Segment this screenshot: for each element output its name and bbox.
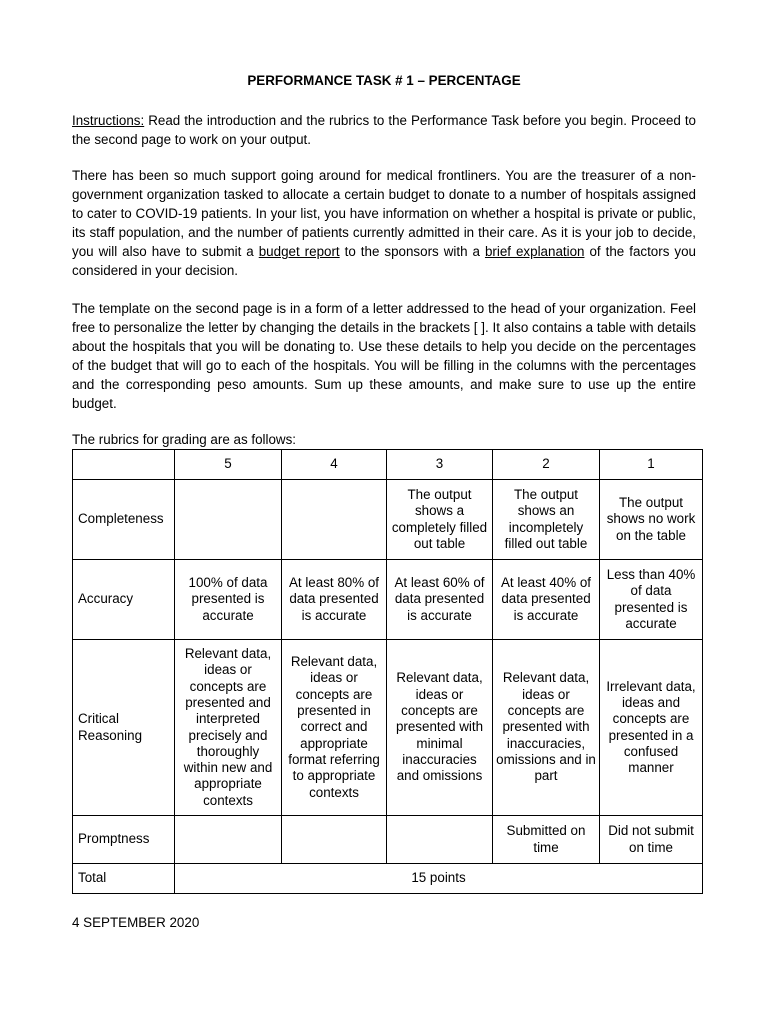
criterion-label: Completeness: [73, 480, 175, 560]
score-header: 2: [493, 450, 600, 480]
rubric-cell: Relevant data, ideas or concepts are presented and interpreted precisely and thoroughly within new and appropriate contexts: [175, 640, 282, 816]
brief-explanation-term: brief explanation: [484, 244, 585, 259]
rubric-cell: Relevant data, ideas or concepts are presented with minimal inaccuracies and omissions: [387, 640, 493, 816]
rubric-cell: At least 60% of data presented is accurate: [387, 560, 493, 640]
rubric-row-accuracy: [73, 560, 703, 640]
intro-text-3: of the factors you considered in your decision.: [72, 244, 696, 278]
budget-report-term: budget report: [258, 244, 340, 259]
criterion-label: Promptness: [73, 816, 175, 864]
page-title: PERFORMANCE TASK # 1 – PERCENTAGE: [247, 73, 521, 88]
score-header: 3: [387, 450, 493, 480]
instructions-label: Instructions:: [72, 113, 145, 128]
criterion-label: Accuracy: [73, 560, 175, 640]
rubric-cell: [175, 816, 282, 864]
rubric-header-blank: [73, 450, 175, 480]
rubric-cell: The output shows a completely filled out table: [387, 480, 493, 560]
score-header: 1: [600, 450, 703, 480]
rubric-cell: Did not submit on time: [600, 816, 703, 864]
rubric-intro: The rubrics for grading are as follows:: [72, 432, 297, 447]
score-header: 5: [175, 450, 282, 480]
rubric-cell: Relevant data, ideas or concepts are presented in correct and appropriate format referring to appropriate contexts: [282, 640, 387, 816]
rubric-cell: At least 80% of data presented is accurate: [282, 560, 387, 640]
rubric-row-promptness: [73, 816, 703, 864]
rubric-cell: Irrelevant data, ideas and concepts are presented in a confused manner: [600, 640, 703, 816]
rubric-cell: The output shows an incompletely filled out table: [493, 480, 600, 560]
rubric-cell: 100% of data presented is accurate: [175, 560, 282, 640]
rubric-cell: [282, 816, 387, 864]
intro-text-2: to the sponsors with a: [339, 244, 485, 259]
rubric-cell: [282, 480, 387, 560]
total-label: Total: [73, 864, 175, 894]
criterion-label: Critical Reasoning: [73, 640, 175, 816]
rubric-cell: At least 40% of data presented is accurate: [493, 560, 600, 640]
rubric-cell: The output shows no work on the table: [600, 480, 703, 560]
rubric-cell: [387, 816, 493, 864]
intro-paragraph: [72, 166, 696, 280]
instructions-text: Read the introduction and the rubrics to the Performance Task before you begin. Proceed to the second page to work on your output.: [72, 113, 696, 147]
rubric-table: [72, 449, 703, 894]
rubric-cell: Relevant data, ideas or concepts are presented with inaccuracies, omissions and in part: [493, 640, 600, 816]
total-value: 15 points: [175, 864, 703, 894]
template-paragraph: The template on the second page is in a form of a letter addressed to the head of your organization. Feel free to personalize the letter by changing the details in the brackets [ ]. It also contains a table with details about the hospitals that you will be donating to. Use these details to help you decide on the percentages of the budget that will go to each of the hospitals. You will be filling in the columns with the percentages and the corresponding peso amounts. Sum up these amounts, and make sure to use up the entire budget.: [72, 301, 696, 411]
rubric-row-completeness: [73, 480, 703, 560]
rubric-header-row: [73, 450, 703, 480]
intro-text-1: There has been so much support going around for medical frontliners. You are the treasurer of a non-government organization tasked to allocate a certain budget to donate to a number of hospitals assigned to cater to COVID-19 patients. In your list, you have information on whether a hospital is private or public, its staff population, and the number of patients currently admitted in their care. As it is your job to decide, you will also have to submit a: [72, 168, 696, 259]
rubric-cell: Submitted on time: [493, 816, 600, 864]
rubric-row-total: [73, 864, 703, 894]
document-date: 4 SEPTEMBER 2020: [72, 915, 200, 930]
rubric-row-critical-reasoning: [73, 640, 703, 816]
score-header: 4: [282, 450, 387, 480]
instructions-paragraph: [72, 111, 696, 149]
rubric-cell: [175, 480, 282, 560]
rubric-cell: Less than 40% of data presented is accurate: [600, 560, 703, 640]
